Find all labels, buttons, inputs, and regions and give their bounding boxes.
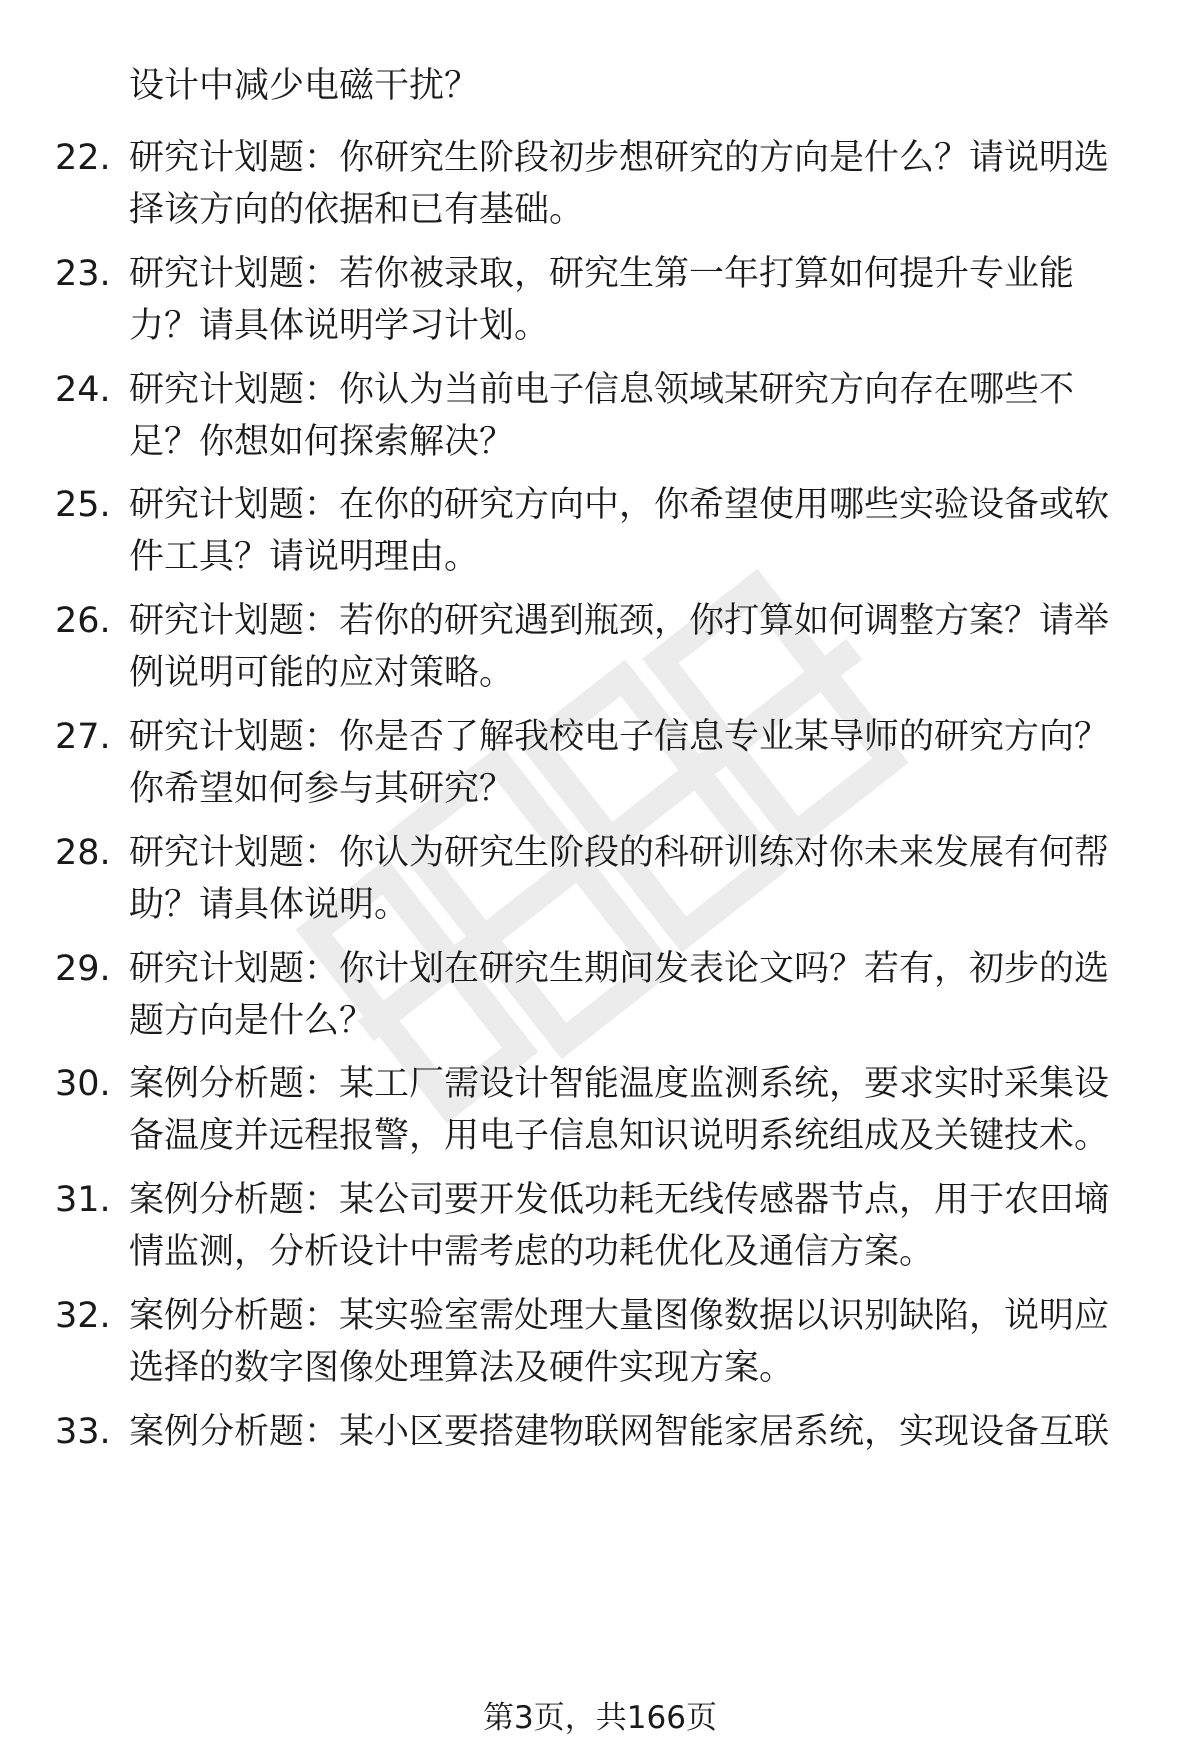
question-text: [129, 711, 1145, 815]
question-text-line: 力？请具体说明学习计划。: [129, 306, 550, 346]
question-text: [129, 1058, 1145, 1162]
question-text: [129, 479, 1145, 583]
question-number: 23.: [55, 254, 111, 294]
question-number: 26.: [55, 601, 111, 641]
question-text-line: 助？请具体说明。: [129, 885, 410, 925]
question-text-line: 备温度并远程报警，用电子信息知识说明系统组成及关键技术。: [129, 1116, 1110, 1156]
question-text-line: 例说明可能的应对策略。: [129, 653, 515, 693]
question-number: 24.: [55, 370, 111, 410]
question-text: [129, 1174, 1145, 1278]
question-text: [129, 827, 1145, 931]
question-item: [55, 1058, 1145, 1162]
question-number: 28.: [55, 833, 111, 873]
question-number: 29.: [55, 949, 111, 989]
question-item: [55, 1406, 1145, 1458]
question-number: 25.: [55, 485, 111, 525]
question-text-line: 研究计划题：你认为当前电子信息领域某研究方向存在哪些不: [129, 370, 1075, 410]
question-item: [55, 364, 1145, 468]
question-number: 32.: [55, 1296, 111, 1336]
question-text-line: 研究计划题：你是否了解我校电子信息专业某导师的研究方向？: [129, 717, 1110, 757]
question-item: [55, 479, 1145, 583]
question-text-line: 件工具？请说明理由。: [129, 537, 480, 577]
question-text: [129, 943, 1145, 1047]
question-text-line: 案例分析题：某工厂需设计智能温度监测系统，要求实时采集设: [129, 1064, 1110, 1104]
question-item: [55, 943, 1145, 1047]
question-text-line: 研究计划题：你研究生阶段初步想研究的方向是什么？请说明选: [129, 138, 1110, 178]
question-text-line: 你希望如何参与其研究？: [129, 769, 515, 809]
question-text-line: 情监测，分析设计中需考虑的功耗优化及通信方案。: [129, 1232, 935, 1272]
question-item: [55, 1290, 1145, 1394]
question-text-line: 研究计划题：你认为研究生阶段的科研训练对你未来发展有何帮: [129, 833, 1110, 873]
question-text-line: 研究计划题：若你的研究遇到瓶颈，你打算如何调整方案？请举: [129, 601, 1110, 641]
continued-question-text: 设计中减少电磁干扰？: [129, 66, 480, 106]
question-number: 27.: [55, 717, 111, 757]
question-text-line: 题方向是什么？: [129, 1001, 375, 1041]
question-text-line: 研究计划题：在你的研究方向中，你希望使用哪些实验设备或软: [129, 485, 1110, 525]
question-text-line: 研究计划题：你计划在研究生期间发表论文吗？若有，初步的选: [129, 949, 1110, 989]
question-text-line: 研究计划题：若你被录取，研究生第一年打算如何提升专业能: [129, 254, 1075, 294]
question-text: [129, 1290, 1145, 1394]
question-number: 31.: [55, 1180, 111, 1220]
question-text: [129, 595, 1145, 699]
question-item: [55, 1174, 1145, 1278]
question-text-line: 择该方向的依据和已有基础。: [129, 190, 585, 230]
question-item: [55, 248, 1145, 352]
question-text-line: 选择的数字图像处理算法及硬件实现方案。: [129, 1348, 795, 1388]
question-number: 30.: [55, 1064, 111, 1104]
page-footer: 第3页，共166页: [483, 1700, 717, 1736]
question-number: 33.: [55, 1412, 111, 1452]
question-item: [55, 595, 1145, 699]
question-number: 22.: [55, 138, 111, 178]
question-text-line: 案例分析题：某实验室需处理大量图像数据以识别缺陷，说明应: [129, 1296, 1110, 1336]
question-text-line: 案例分析题：某小区要搭建物联网智能家居系统，实现设备互联: [129, 1412, 1110, 1452]
question-text: [129, 132, 1145, 236]
question-text-line: 足？你想如何探索解决？: [129, 422, 515, 462]
question-text-line: 案例分析题：某公司要开发低功耗无线传感器节点，用于农田墒: [129, 1180, 1110, 1220]
question-item: [55, 827, 1145, 931]
question-text: [129, 364, 1145, 468]
question-text: [129, 248, 1145, 352]
question-text: [129, 1406, 1145, 1458]
question-item: [55, 132, 1145, 236]
question-item: [55, 711, 1145, 815]
